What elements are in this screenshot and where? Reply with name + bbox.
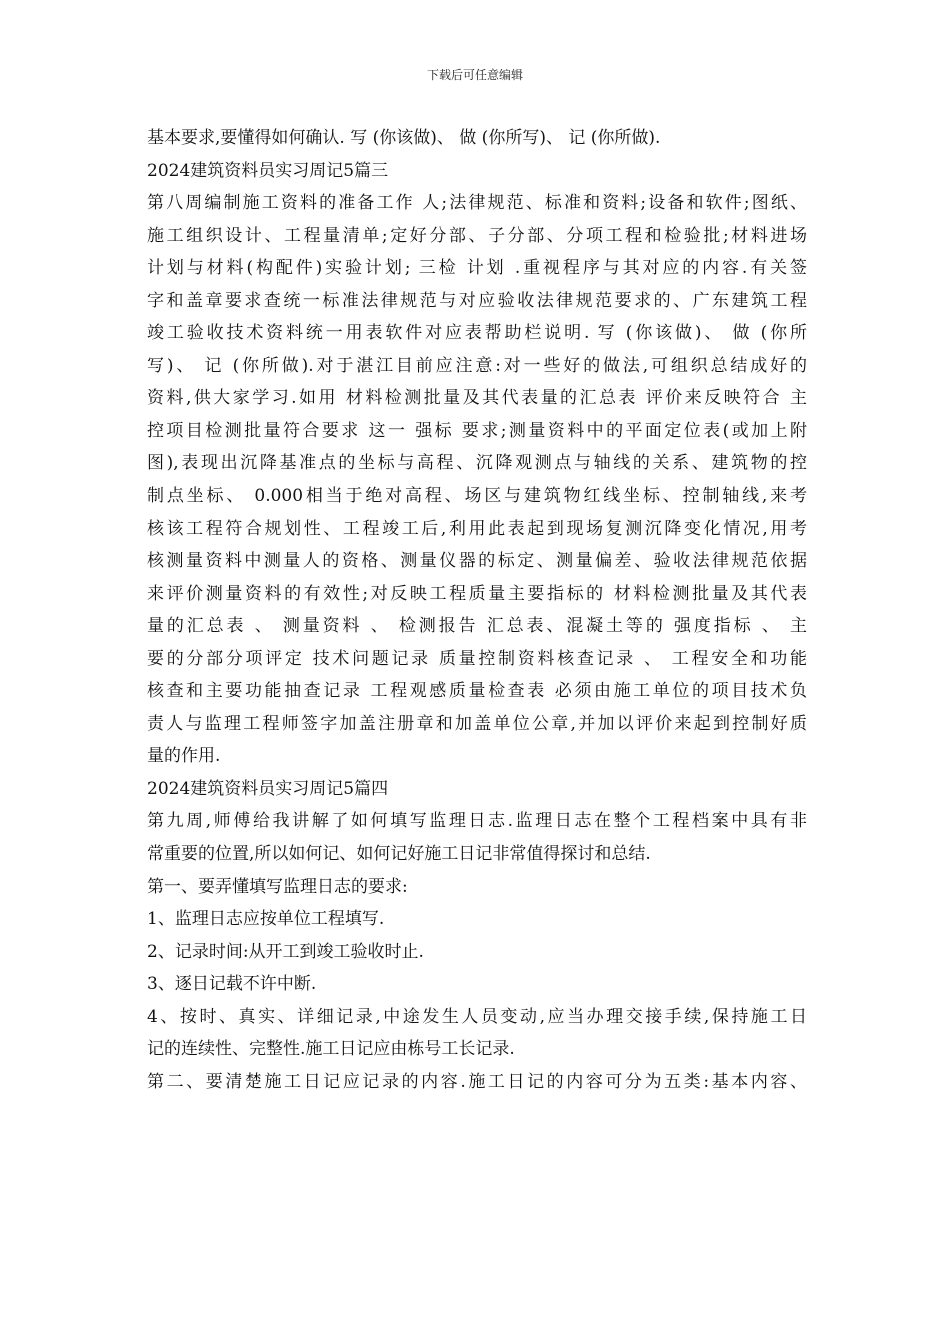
text-line: 核该工程符合规划性、工程竣工后,利用此表起到现场复测沉降变化情况,用考 (147, 518, 807, 539)
text-line: 量的汇总表 、 测量资料 、 检测报告 汇总表、混凝土等的 强度指标 、 主 (147, 616, 807, 637)
text-line: 2024建筑资料员实习周记5篇三 (147, 160, 389, 181)
text-line: 核测量资料中测量人的资格、测量仪器的标定、测量偏差、验收法律规范依据 (147, 551, 807, 572)
text-line: 1、监理日志应按单位工程填写. (147, 909, 385, 930)
text-line: 控项目检测批量符合要求 这一 强标 要求;测量资料中的平面定位表(或加上附 (147, 420, 807, 441)
text-line: 第九周,师傅给我讲解了如何填写监理日志.监理日志在整个工程档案中具有非 (147, 811, 807, 832)
text-line: 3、逐日记载不许中断. (147, 974, 317, 995)
text-line: 计划与材料(构配件)实验计划; 三检 计划 .重视程序与其对应的内容.有关签 (147, 258, 807, 279)
text-line: 4、按时、真实、详细记录,中途发生人员变动,应当办理交接手续,保持施工日 (147, 1006, 807, 1027)
text-line: 第八周编制施工资料的准备工作 人;法律规范、标准和资料;设备和软件;图纸、 (147, 193, 807, 214)
text-line: 施工组织设计、工程量清单;定好分部、子分部、分项工程和检验批;材料进场 (147, 225, 807, 246)
text-line: 量的作用. (147, 746, 221, 767)
text-line: 要的分部分项评定 技术问题记录 质量控制资料核查记录 、 工程安全和功能 (147, 648, 807, 669)
text-line: 记的连续性、完整性.施工日记应由栋号工长记录. (147, 1039, 515, 1060)
text-line: 2、记录时间:从开工到竣工验收时止. (147, 941, 424, 962)
text-line: 字和盖章要求查统一标准法律规范与对应验收法律规范要求的、广东建筑工程 (147, 290, 807, 311)
page-header: 下载后可任意编辑 (426, 68, 523, 82)
text-line: 资料,供大家学习.如用 材料检测批量及其代表量的汇总表 评价来反映符合 主 (147, 388, 807, 409)
text-line: 制点坐标、 0.000相当于绝对高程、场区与建筑物红线坐标、控制轴线,来考 (147, 486, 807, 507)
text-line: 写)、 记 (你所做).对于湛江目前应注意:对一些好的做法,可组织总结成好的 (147, 355, 807, 376)
text-line: 责人与监理工程师签字加盖注册章和加盖单位公章,并加以评价来起到控制好质 (147, 713, 807, 734)
document-body (147, 122, 807, 1098)
text-line: 来评价测量资料的有效性;对反映工程质量主要指标的 材料检测批量及其代表 (147, 583, 807, 604)
text-line: 核查和主要功能抽查记录 工程观感质量检查表 必须由施工单位的项目技术负 (147, 681, 807, 702)
text-line: 常重要的位置,所以如何记、如何记好施工日记非常值得探讨和总结. (147, 844, 651, 865)
text-line: 图),表现出沉降基准点的坐标与高程、沉降观测点与轴线的关系、建筑物的控 (147, 453, 807, 474)
text-line: 2024建筑资料员实习周记5篇四 (147, 778, 389, 799)
text-line: 竣工验收技术资料统一用表软件对应表帮助栏说明. 写 (你该做)、 做 (你所 (147, 323, 807, 344)
text-line: 基本要求,要懂得如何确认. 写 (你该做)、 做 (你所写)、 记 (你所做). (147, 128, 661, 148)
text-line: 第一、要弄懂填写监理日志的要求: (147, 876, 408, 897)
text-line: 第二、要清楚施工日记应记录的内容.施工日记的内容可分为五类:基本内容、 (147, 1071, 807, 1092)
